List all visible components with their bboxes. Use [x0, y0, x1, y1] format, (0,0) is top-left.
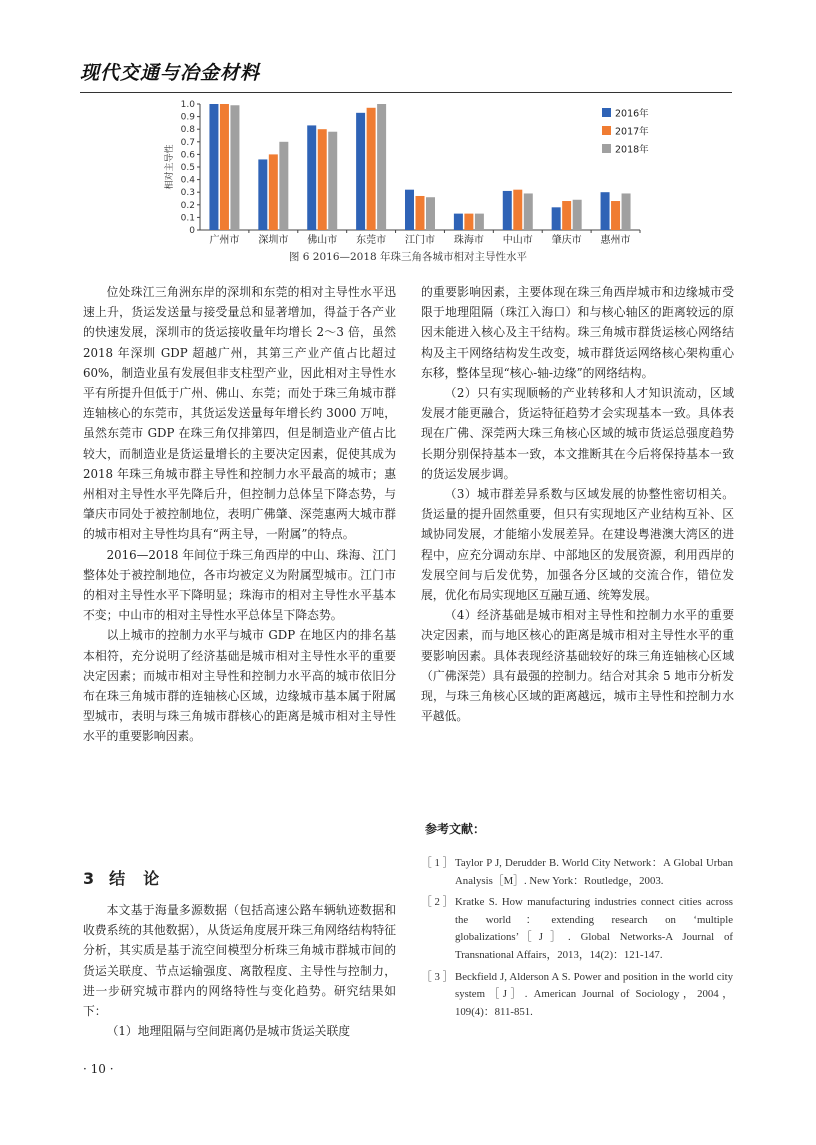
figure-chart [160, 98, 660, 248]
y-tick-label: 0 [189, 226, 195, 236]
y-tick-label: 0.1 [180, 213, 195, 224]
paragraph: （3）城市群差异系数与区域发展的协整性密切相关。货运量的提升固然重要，但只有实现地区产业结构互补、区域协同发展，才能缩小发展差异。在建设粤港澳大湾区的进程中，应充分调动东岸、中部地区的发展资源，利用西岸的发展空间与后发优势，加强各分区域的交流合作，错位发展，优化布局实现地区互融互通、统筹发展。 [421, 487, 734, 603]
x-tick-label: 江门市 [405, 235, 435, 246]
y-tick-label: 0.3 [180, 188, 195, 199]
journal-title: 现代交通与冶金材料 [80, 62, 261, 84]
x-tick-label: 佛山市 [307, 235, 338, 246]
bar-chart-svg [160, 98, 660, 248]
reference-item [421, 855, 733, 890]
paragraph: 的重要影响因素，主要体现在珠三角西岸城市和边缘城市受限于地理阻隔（珠江入海口）和与核心轴区的距离较远的原因未能进入核心及主干结构。珠三角城市群货运核心网络结构及主干网络结构发生改变，城市群货运网络核心架构重心东移，整体呈现“核心-轴-边缘”的网络结构。 [421, 285, 734, 380]
bar [622, 193, 631, 230]
references-list [421, 855, 733, 1025]
x-tick-label: 中山市 [502, 235, 533, 246]
bar [209, 104, 218, 230]
reference-text: Kratke S. How manufacturing industries connect cities across the world：extending research on ‘multiple globalizations’［J］. Global Networks-A Journal of Transnational Affairs，2013，14(2)：121-147. [455, 896, 733, 961]
bar [279, 142, 288, 230]
y-tick-label: 1.0 [180, 100, 195, 110]
y-tick-label: 0.2 [180, 200, 195, 211]
bar [426, 197, 435, 230]
y-tick-label: 0.6 [180, 150, 195, 161]
bar [416, 196, 425, 230]
paragraph: 位处珠江三角洲东岸的深圳和东莞的相对主导性水平迅速上升，货运发送量与接受量总和显著增加，得益于各产业的快速发展，深圳市的货运接收量年均增长 2～3 倍，虽然 2018 年深圳 GDP 超越广州，其第三产业产值占比超过 60%，制造业虽有发展但非支柱型产业，因此相对主导性水平有所提升但低于广州、佛山、东莞；而处于珠三角城市群连轴核心的东莞市，其货运发送量每年增长约 3000 万吨，虽然东莞市 GDP 在珠三角仅排第四，但是制造业产值占比较大，而制造业是货运量增长的主要决定因素，促使其成为 2018 年珠三角城市群主导性和控制力水平最高的城市；惠州相对主导性水平先降后升，但控制力总体呈下降态势，与肇庆市同处于被控制地位，表明广佛肇、深莞惠两大城市群的城市相对主导性均具有“两主导，一附属”的特点。 [83, 285, 396, 542]
bar [475, 214, 484, 230]
legend-swatch [602, 108, 611, 117]
y-tick-label: 0.5 [180, 163, 195, 173]
x-tick-label: 肇庆市 [551, 235, 582, 246]
paragraph: （2）只有实现顺畅的产业转移和人才知识流动，区域发展才能更融合，货运特征趋势才会实现基本一致。具体表现在广佛、深莞两大珠三角核心区域的城市货运总强度趋势长期分别保持基本一致，本文推断其在今后将保持基本一致的货运发展步调。 [421, 386, 734, 481]
bar [318, 129, 327, 230]
bar [377, 104, 386, 230]
reference-number: ［ 1 ］ [421, 857, 454, 869]
x-tick-label: 惠州市 [600, 235, 631, 246]
y-tick-label: 0.9 [180, 112, 195, 123]
section-number: 3 [83, 869, 96, 888]
bar [611, 201, 620, 230]
header-rule [80, 92, 732, 93]
y-tick-label: 0.7 [180, 137, 195, 148]
bar [513, 190, 522, 230]
bar [552, 207, 561, 230]
bar [503, 191, 512, 230]
reference-item [421, 894, 733, 964]
paragraph: 以上城市的控制力水平与城市 GDP 在地区内的排名基本相符，充分说明了经济基础是城市相对主导性水平的重要决定因素；而城市相对主导性和控制力水平高的城市依旧分布在珠三角城市群的连轴核心区域，边缘城市基本属于附属型城市，表明与珠三角城市群核心的距离是城市相对主导性水平的重要影响因素。 [83, 628, 396, 744]
bar [573, 200, 582, 230]
reference-text: Taylor P J, Derudder B. World City Network：A Global Urban Analysis［M］. New York：Routledge，2003. [455, 857, 733, 887]
section-body [83, 900, 396, 1041]
legend-label: 2017年 [615, 126, 649, 138]
bar [269, 154, 278, 230]
bar [464, 214, 473, 230]
bar [307, 125, 316, 230]
legend-label: 2018年 [615, 144, 649, 156]
paragraph: 2016—2018 年间位于珠三角西岸的中山、珠海、江门整体处于被控制地位，各市均被定义为附属型城市。江门市的相对主导性水平下降明显；珠海市的相对主导性水平基本不变；中山市的相对主导性水平总体呈下降态势。 [83, 547, 396, 623]
bar [356, 113, 365, 230]
y-axis-label: 相对主导性 [165, 144, 175, 190]
figure-caption: 图 6 2016—2018 年珠三角各城市相对主导性水平 [288, 251, 528, 263]
bar [220, 104, 229, 230]
paragraph: （1）地理阻隔与空间距离仍是城市货运关联度 [106, 1024, 351, 1039]
x-tick-label: 东莞市 [356, 235, 387, 246]
y-tick-label: 0.8 [180, 125, 195, 136]
y-tick-label: 0.4 [180, 175, 195, 186]
left-column [83, 282, 396, 747]
reference-item [421, 969, 733, 1022]
legend-swatch [602, 144, 611, 153]
reference-text: Beckfield J, Alderson A S. Power and position in the world city system［J］. American Journal of Sociology，2004，109(4)：811-851. [455, 970, 733, 1018]
x-tick-label: 深圳市 [258, 235, 289, 246]
reference-number: ［ 2 ］ [421, 896, 454, 909]
legend-label: 2016年 [615, 108, 649, 120]
paragraph: 本文基于海量多源数据（包括高速公路车辆轨迹数据和收费系统的其他数据），从货运角度展开珠三角网络结构特征分析，其实质是基于流空间模型分析珠三角城市群城市间的货运关联度、节点运输强度、离散程度、主导性与控制力，进一步研究城市群内的网络特性与变化趋势。研究结果如下： [83, 903, 396, 1019]
section-heading [83, 866, 160, 889]
paragraph: （4）经济基础是城市相对主导性和控制力水平的重要决定因素，而与地区核心的距离是城市相对主导性水平的重要影响因素。具体表现经济基础较好的珠三角连轴核心区域（广佛深莞）具有最强的控制力。结合对其余 5 地市分析发现，与珠三角核心区域的距离越远，城市主导性和控制力水平越低。 [421, 608, 734, 724]
bar [524, 193, 533, 230]
bar [405, 190, 414, 230]
x-tick-label: 广州市 [209, 235, 240, 246]
bar [601, 192, 610, 230]
bar [258, 159, 267, 230]
bar [454, 214, 463, 230]
section-title: 结 论 [109, 869, 161, 888]
x-tick-label: 珠海市 [453, 235, 484, 246]
page-number: · 10 · [83, 1062, 114, 1076]
right-column [421, 282, 734, 726]
legend-swatch [602, 126, 611, 135]
bar [562, 201, 571, 230]
reference-number: ［ 3 ］ [421, 970, 454, 983]
bar [328, 132, 337, 230]
bar [230, 105, 239, 230]
references-title: 参考文献： [425, 822, 486, 836]
bar [367, 108, 376, 230]
